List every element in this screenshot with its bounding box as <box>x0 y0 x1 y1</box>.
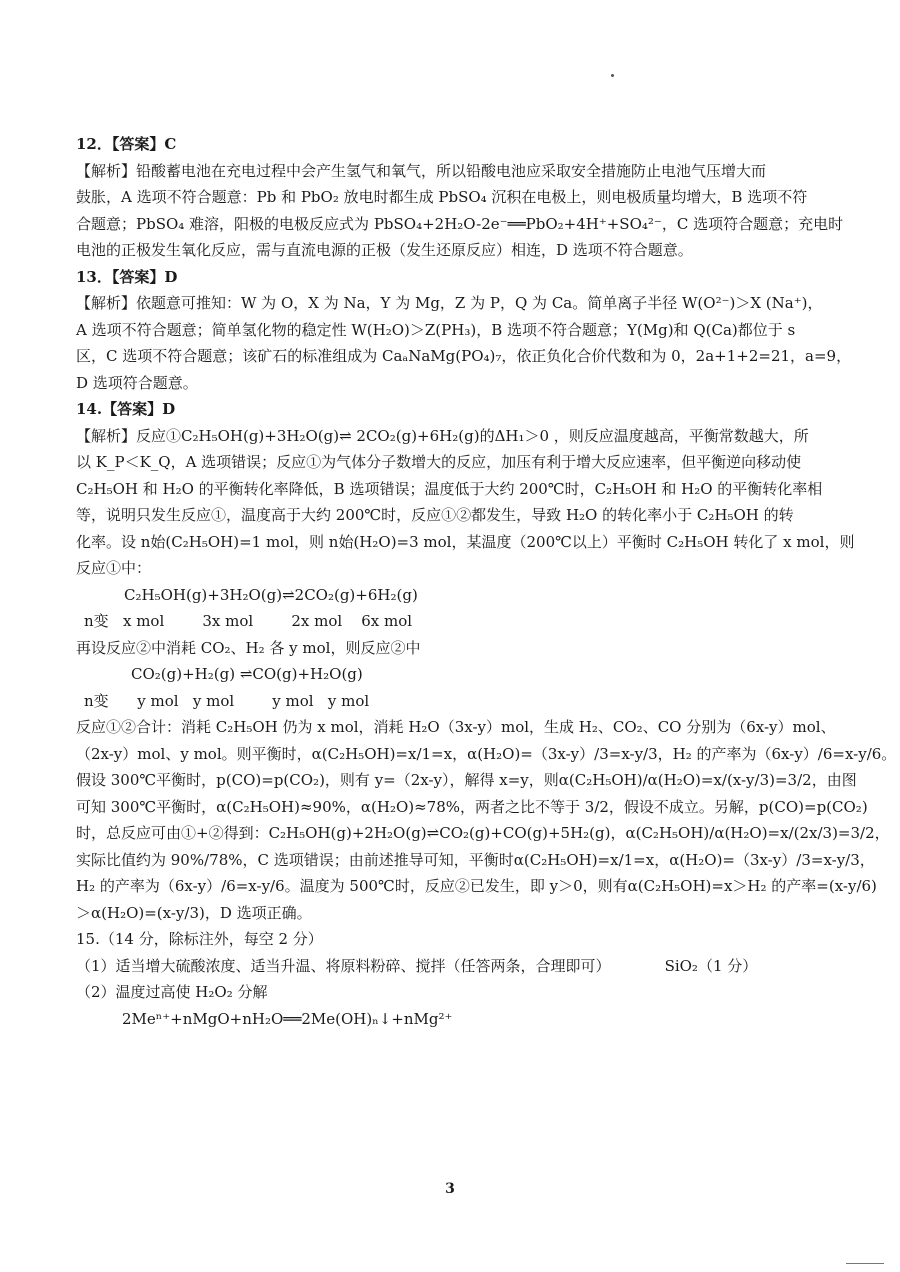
q13-analysis-line-1: 【解析】依题意可推知：W 为 O，X 为 Na，Y 为 Mg，Z 为 P，Q 为 Ca。简单离子半径 W(O²⁻)＞X (Na⁺)， <box>76 294 823 312</box>
q13-answer: 13．【答案】D <box>76 267 178 286</box>
q12-answer: 12．【答案】C <box>76 135 177 153</box>
q15-part-1 <box>76 953 836 980</box>
q14-analysis-line-14: H₂ 的产率为（6x-y）/6=x-y/6。温度为 500℃时，反应②已发生，即 y＞0，则有α(C₂H₅OH)=x＞H₂ 的产率=(x-y/6) <box>76 877 877 895</box>
q14-analysis-line-13: 实际比值约为 90%/78%，C 选项错误；由前述推导可知，平衡时α(C₂H₅OH)=x/1=x，α(H₂O)=（3x-y）/3=x-y/3， <box>76 850 875 869</box>
q14-analysis-line-10: 假设 300℃平衡时，p(CO)=p(CO₂)，则有 y=（2x-y），解得 x=y，则α(C₂H₅OH)/α(H₂O)=x/(x-y/3)=3/2，由图 <box>76 771 857 789</box>
q14-analysis-line-1: 【解析】反应①C₂H₅OH(g)+3H₂O(g)⇌ 2CO₂(g)+6H₂(g)的ΔH₁＞0 ，则反应温度越高，平衡常数越大，所 <box>76 426 809 445</box>
q14-analysis-line-7: 再设反应②中消耗 CO₂、H₂ 各 y mol，则反应②中 <box>76 638 421 657</box>
q14-answer: 14.【答案】D <box>76 400 176 418</box>
q14-analysis-line-8: 反应①②合计：消耗 C₂H₅OH 仍为 x mol，消耗 H₂O（3x-y）mol，生成 H₂、CO₂、CO 分别为（6x-y）mol、 <box>76 718 836 736</box>
q12-analysis-line-4: 电池的正极发生氧化反应，需与直流电源的正极（发生还原反应）相连，D 选项不符合题意。 <box>76 241 693 259</box>
reaction-2-equation: CO₂(g)+H₂(g) ⇌CO(g)+H₂O(g) <box>131 665 363 683</box>
q15-equation: 2Meⁿ⁺+nMgO+nH₂O══2Me(OH)ₙ↓+nMg²⁺ <box>122 1009 453 1028</box>
scan-line <box>846 1263 884 1264</box>
scan-dot <box>611 74 614 77</box>
q14-analysis-line-12: 时，总反应可由①+②得到：C₂H₅OH(g)+2H₂O(g)⇌CO₂(g)+CO(g)+5H₂(g)，α(C₂H₅OH)/α(H₂O)=x/(2x/3)=3/2， <box>76 824 890 842</box>
q14-analysis-line-3: C₂H₅OH 和 H₂O 的平衡转化率降低，B 选项错误；温度低于大约 200℃时，C₂H₅OH 和 H₂O 的平衡转化率相 <box>76 479 823 498</box>
q13-analysis-line-3: 区，C 选项不符合题意；该矿石的标准组成为 CaₐNaMg(PO₄)₇，依正负化合价代数和为 0，2a+1+2=21，a=9， <box>76 347 852 365</box>
q15-header: 15.（14 分，除标注外，每空 2 分） <box>76 930 323 948</box>
q12-analysis-line-2: 鼓胀，A 选项不符合题意：Pb 和 PbO₂ 放电时都生成 PbSO₄ 沉积在电极上，则电极质量均增大，B 选项不符 <box>76 188 808 206</box>
q12-analysis-line-1: 【解析】铅酸蓄电池在充电过程中会产生氢气和氧气，所以铅酸电池应采取安全措施防止电池气压增大而 <box>76 161 767 180</box>
q14-analysis-line-11: 可知 300℃平衡时，α(C₂H₅OH)≈90%，α(H₂O)≈78%，两者之比不等于 3/2，假设不成立。另解，p(CO)=p(CO₂) <box>76 797 868 816</box>
q13-analysis-line-4: D 选项符合题意。 <box>76 373 198 392</box>
q14-analysis-line-2: 以 K_P＜K_Q，A 选项错误；反应①为气体分子数增大的反应，加压有利于增大反应速率，但平衡逆向移动使 <box>76 453 802 471</box>
q13-analysis-line-2: A 选项不符合题意；简单氢化物的稳定性 W(H₂O)＞Z(PH₃)，B 选项不符合题意；Y(Mg)和 Q(Ca)都位于 s <box>76 320 796 339</box>
q12-analysis-line-3: 合题意；PbSO₄ 难溶，阳极的电极反应式为 PbSO₄+2H₂O-2e⁻══PbO₂+4H⁺+SO₄²⁻，C 选项符合题意；充电时 <box>76 214 844 233</box>
reaction-1-equation: C₂H₅OH(g)+3H₂O(g)⇌2CO₂(g)+6H₂(g) <box>124 585 418 604</box>
q15-part-1-text: （1）适当增大硫酸浓度、适当升温、将原料粉碎、搅拌（任答两条，合理即可） <box>76 956 611 975</box>
reaction-1-change-row: n变 x mol 3x mol 2x mol 6x mol <box>84 612 413 630</box>
q15-part-1-sio2: SiO₂（1 分） <box>664 956 758 975</box>
q14-analysis-line-4: 等，说明只发生反应①，温度高于大约 200℃时，反应①②都发生，导致 H₂O 的转化率小于 C₂H₅OH 的转 <box>76 506 794 524</box>
answer-content <box>76 131 897 1032</box>
reaction-2-change-row: n变 y mol y mol y mol y mol <box>84 691 370 710</box>
q14-analysis-line-5: 化率。设 n始(C₂H₅OH)=1 mol，则 n始(H₂O)=3 mol，某温度（200℃以上）平衡时 C₂H₅OH 转化了 x mol，则 <box>76 532 855 551</box>
q14-analysis-line-15: ＞α(H₂O)=(x-y/3)，D 选项正确。 <box>76 903 312 922</box>
page-number: 3 <box>445 1181 455 1197</box>
q14-analysis-line-9: （2x-y）mol、y mol。则平衡时，α(C₂H₅OH)=x/1=x，α(H₂O)=（3x-y）/3=x-y/3，H₂ 的产率为（6x-y）/6=x-y/6。 <box>76 744 897 763</box>
q15-part-2: （2）温度过高使 H₂O₂ 分解 <box>76 983 268 1001</box>
q14-analysis-line-6: 反应①中： <box>76 559 152 577</box>
